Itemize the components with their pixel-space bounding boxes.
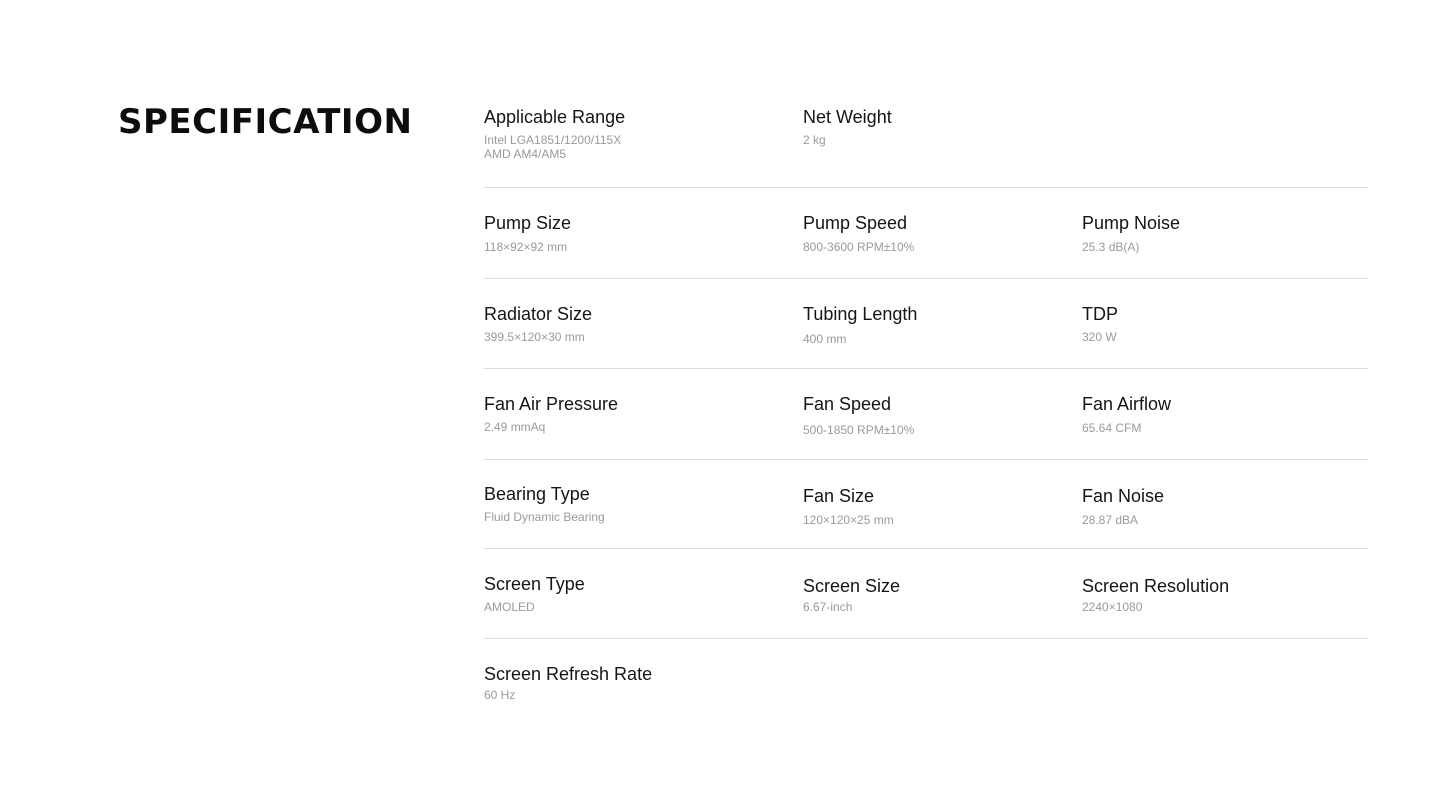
spec-fan-air-pressure [484, 393, 744, 434]
spec-label: Tubing Length [803, 304, 918, 324]
spec-label: Pump Size [484, 213, 572, 233]
spec-tdp [1082, 303, 1342, 344]
spec-fan-size [803, 485, 1063, 527]
row-divider [484, 548, 1368, 549]
spec-pump-noise [1082, 212, 1342, 254]
spec-value: 25.3 dB(A) [1082, 240, 1140, 254]
row-divider [484, 187, 1368, 188]
spec-bearing-type [484, 483, 744, 524]
spec-value: Intel LGA1851/1200/115X AMD AM4/AM5 [484, 133, 622, 161]
spec-value: 2.49 mmAq [484, 420, 546, 434]
spec-label: Pump Noise [1082, 213, 1181, 233]
spec-pump-size [484, 212, 744, 254]
row-divider [484, 368, 1368, 369]
row-divider [484, 638, 1368, 639]
spec-value: 120×120×25 mm [803, 513, 894, 527]
spec-tubing-length [803, 303, 1063, 346]
spec-value: AMOLED [484, 600, 535, 614]
row-divider [484, 278, 1368, 279]
spec-applicable-range [484, 106, 744, 161]
page-title: SPECIFICATION [118, 102, 413, 142]
spec-label: Fan Size [803, 486, 875, 506]
spec-label: TDP [1082, 304, 1118, 324]
spec-value: 28.87 dBA [1082, 513, 1139, 527]
spec-value: 399.5×120×30 mm [484, 330, 585, 344]
spec-value: 500-1850 RPM±10% [803, 423, 915, 437]
spec-label: Applicable Range [484, 107, 626, 127]
spec-label: Fan Airflow [1082, 394, 1172, 414]
spec-value: 400 mm [803, 332, 847, 346]
spec-radiator-size [484, 303, 744, 344]
spec-label: Pump Speed [803, 213, 908, 233]
spec-value: 800-3600 RPM±10% [803, 240, 915, 254]
spec-pump-speed [803, 212, 1063, 254]
spec-screen-size [803, 575, 1063, 614]
spec-screen-type [484, 573, 744, 614]
spec-fan-airflow [1082, 393, 1342, 435]
spec-value: 2240×1080 [1082, 600, 1143, 614]
spec-label: Fan Speed [803, 394, 892, 414]
spec-value: 118×92×92 mm [484, 240, 568, 254]
spec-label: Screen Refresh Rate [484, 664, 653, 684]
spec-value: 2 kg [803, 133, 826, 147]
spec-value: 65.64 CFM [1082, 421, 1142, 435]
spec-value: 60 Hz [484, 688, 516, 702]
row-divider [484, 459, 1368, 460]
spec-net-weight [803, 106, 1063, 147]
spec-label: Screen Type [484, 574, 585, 594]
spec-label: Radiator Size [484, 304, 593, 324]
spec-fan-speed [803, 393, 1063, 437]
spec-label: Fan Air Pressure [484, 394, 619, 414]
spec-fan-noise [1082, 485, 1342, 527]
spec-label: Bearing Type [484, 484, 590, 504]
spec-label: Fan Noise [1082, 486, 1165, 506]
specification-table [484, 0, 1368, 807]
spec-screen-refresh-rate [484, 663, 744, 702]
spec-label: Net Weight [803, 107, 892, 127]
spec-label: Screen Size [803, 576, 901, 596]
spec-value: 6.67-inch [803, 600, 853, 614]
spec-value: Fluid Dynamic Bearing [484, 510, 605, 524]
spec-label: Screen Resolution [1082, 576, 1230, 596]
spec-value: 320 W [1082, 330, 1117, 344]
spec-screen-resolution [1082, 575, 1342, 614]
